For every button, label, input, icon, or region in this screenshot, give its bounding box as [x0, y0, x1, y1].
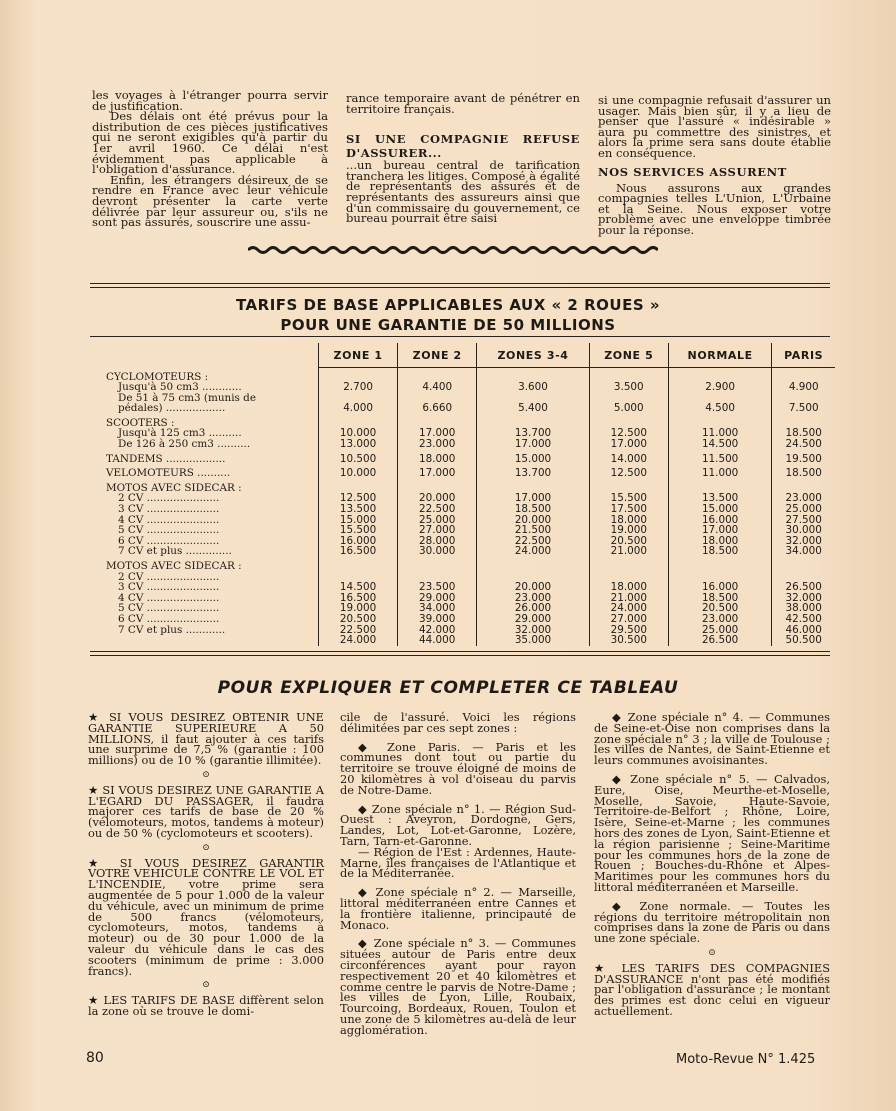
table-cell: 16.500	[319, 593, 398, 604]
zone-paragraph: — Région de l'Est : Ardennes, Haute-Marne, îles françaises de l'Atlantique et de la Méditerranée.	[340, 844, 576, 881]
table-cell: 18.500	[477, 504, 589, 515]
table-cell	[589, 414, 668, 429]
row-label: MOTOS AVEC SIDECAR :	[106, 481, 242, 494]
explanation-column-1	[88, 712, 324, 1017]
subheading: SI UNE COMPAGNIE REFUSE D'ASSURER...	[346, 132, 580, 161]
table-cell: 12.500	[589, 428, 668, 439]
table-cell: 3.600	[477, 382, 589, 393]
rule-top-2	[90, 287, 830, 288]
paragraph: ...un bureau central de tarification tranchera les litiges. Composé à égalité de représentants des assurés et de représentants des assureurs ainsi que d'un commissaire du gouvernement, ce bureau pourrait être saisi	[346, 158, 580, 226]
table-row	[100, 368, 835, 383]
table-cell: 4.500	[668, 403, 772, 414]
note: ★ SI VOUS DESIREZ UNE GARANTIE A L'EGARD DU PASSAGER, il faudra majorer ces tarifs de base de 20 % (vélomoteurs, motos, tandems à moteur) ou de 50 % (cyclomoteurs et scooters).	[88, 782, 324, 840]
row-label: 3 CV ......................	[118, 581, 220, 594]
row-label: 7 CV et plus ..............	[118, 545, 232, 558]
table-cell: 21.500	[477, 525, 589, 536]
magazine-issue: Moto-Revue N° 1.425	[676, 1052, 816, 1067]
table-cell: 26.000	[477, 603, 589, 614]
table-cell: 29.500	[589, 625, 668, 636]
table-row	[100, 557, 835, 572]
table-cell: 35.000	[477, 635, 589, 646]
table-cell: 12.500	[589, 464, 668, 479]
row-label: pédales) ..................	[118, 402, 226, 415]
table-cell: 27.000	[398, 525, 477, 536]
table-cell: 11.500	[668, 450, 772, 465]
note: ★ SI VOUS DESIREZ GARANTIR VOTRE VEHICULE CONTRE LE VOL ET L'INCENDIE, votre prime sera augmentée de 5 pour 1.000 de la valeur du véhicule, avec un minimum de prime de 500 francs (vélomoteurs, cyclomoteurs, motos, tandems à moteur) ou de 30 pour 1.000 de la valeur du véhicule dans le cas des scooters (minimum de prime : 3.000 francs).	[88, 855, 324, 978]
table-cell: 32.000	[772, 593, 835, 604]
table-cell: 4.400	[398, 382, 477, 393]
table-cell: 14.500	[319, 582, 398, 593]
table-cell: 18.500	[772, 428, 835, 439]
paragraph: Des délais ont été prévus pour la distribution de ces pièces justificatives qui ne seront exigibles qu'à partir du 1er avril 1960. Ce délai n'est évidemment pas applicable à l'obligation d'assurance.	[92, 109, 328, 177]
rule-table-bottom	[90, 651, 830, 652]
table-cell: 18.500	[668, 593, 772, 604]
row-label: MOTOS AVEC SIDECAR :	[106, 560, 242, 572]
table-cell: 24.000	[477, 546, 589, 557]
table-cell: 17.000	[589, 439, 668, 450]
row-label: 2 CV ......................	[118, 492, 220, 505]
table-cell	[398, 414, 477, 429]
table-row	[100, 450, 835, 465]
table-cell: 13.700	[477, 464, 589, 479]
column-header: ZONES 3-4	[477, 343, 589, 368]
table-cell: 44.000	[398, 635, 477, 646]
table-cell: 22.500	[477, 536, 589, 547]
column-header: ZONE 5	[589, 343, 668, 368]
table-row	[100, 546, 835, 557]
wavy-divider	[248, 245, 658, 255]
table-cell	[589, 368, 668, 383]
table-title: TARIFS DE BASE APPLICABLES AUX « 2 ROUES »	[235, 296, 661, 314]
table-cell	[668, 479, 772, 494]
table-cell: 17.000	[477, 493, 589, 504]
separator-circle-icon: ⊙	[202, 842, 210, 853]
table-cell: 17.000	[477, 439, 589, 450]
table-cell: 12.500	[319, 493, 398, 504]
table-cell: 13.500	[668, 493, 772, 504]
table-cell: 10.000	[319, 428, 398, 439]
table-cell	[319, 557, 398, 572]
table-cell: 11.000	[668, 428, 772, 439]
table-cell: 14.000	[589, 450, 668, 465]
column-header: PARIS	[772, 343, 835, 368]
table-cell: 16.000	[668, 582, 772, 593]
table-cell: 22.500	[398, 504, 477, 515]
table-cell: 10.000	[319, 464, 398, 479]
table-cell	[477, 414, 589, 429]
row-label: 4 CV ......................	[118, 513, 220, 526]
note: ★ SI VOUS DESIREZ OBTENIR UNE GARANTIE SUPERIEURE A 50 MILLIONS, il faut ajouter à ces tarifs une surprime de 7,5 % (garantie : 100 millions) ou de 10 % (garantie illimitée).	[88, 710, 324, 768]
table-cell	[319, 414, 398, 429]
table-cell: 16.000	[668, 515, 772, 526]
table-cell: 32.000	[477, 625, 589, 636]
table-cell: 21.000	[589, 546, 668, 557]
table-cell	[398, 368, 477, 383]
zone-paragraph: ◆ Zone Paris. — Paris et les communes dont tout ou partie du territoire se trouve éloigné de moins de 20 kilomètres à vol d'oiseau du parvis de Notre-Dame.	[340, 739, 576, 797]
table-cell: 17.000	[398, 428, 477, 439]
table-cell: 26.500	[772, 582, 835, 593]
table-cell: 13.500	[319, 504, 398, 515]
row-label: Jusqu'à 125 cm3 ..........	[118, 427, 242, 440]
column-header: ZONE 1	[319, 343, 398, 368]
table-cell: 30.500	[589, 635, 668, 646]
table-cell: 25.000	[398, 515, 477, 526]
table-cell: 23.000	[398, 439, 477, 450]
table-cell: 18.000	[589, 582, 668, 593]
explanation-column-2	[340, 712, 576, 1036]
section-title: POUR EXPLIQUER ET COMPLETER CE TABLEAU	[217, 678, 679, 698]
table-row	[100, 614, 835, 625]
table-cell	[668, 368, 772, 383]
table-cell	[668, 414, 772, 429]
row-label: TANDEMS ..................	[106, 452, 226, 465]
article-column-1	[92, 90, 328, 228]
zone-paragraph: ◆ Zone spéciale n° 1. — Région Sud-Ouest : Aveyron, Dordogne, Gers, Landes, Lot, Lot-et-Garonne, Lozère, Tarn, Tarn-et-Garonne.	[340, 801, 576, 848]
row-label: 6 CV ......................	[118, 612, 220, 625]
table-cell: 15.000	[668, 504, 772, 515]
rule-table-bottom-2	[90, 655, 830, 656]
table-cell: 2.700	[319, 382, 398, 393]
table-cell: 20.500	[589, 536, 668, 547]
table-row	[100, 464, 835, 479]
table-cell: 24.000	[319, 635, 398, 646]
zone-paragraph: ◆ Zone spéciale n° 2. — Marseille, littoral méditerranéen entre Cannes et la frontière italienne, principauté de Monaco.	[340, 885, 576, 932]
zone-paragraph: ◆ Zone spéciale n° 4. — Communes de Seine-et-Oise non comprises dans la zone spéciale n° 3 ; la ville de Toulouse ; les villes de Nantes, de Saint-Etienne et leurs communes avoisinantes.	[594, 710, 830, 768]
table-cell: 4.000	[319, 403, 398, 414]
table-cell: 32.000	[772, 536, 835, 547]
table-cell: 17.000	[398, 464, 477, 479]
table-cell: 46.000	[772, 625, 835, 636]
table-cell: 17.000	[668, 525, 772, 536]
row-label: 5 CV ......................	[118, 524, 220, 537]
table-cell: 16.000	[319, 536, 398, 547]
table-cell: 28.000	[398, 536, 477, 547]
rule-table-top	[90, 336, 830, 337]
table-row	[100, 479, 835, 494]
table-cell: 15.500	[589, 493, 668, 504]
column-header: ZONE 2	[398, 343, 477, 368]
table-cell: 24.500	[772, 439, 835, 450]
table-cell: 26.500	[668, 635, 772, 646]
table-cell: 30.000	[398, 546, 477, 557]
table-header-row	[100, 343, 835, 368]
table-cell: 4.900	[772, 382, 835, 393]
table-cell: 42.500	[772, 614, 835, 625]
table-row	[100, 403, 835, 414]
table-cell: 23.000	[668, 614, 772, 625]
table-cell	[319, 479, 398, 494]
table-cell: 15.000	[319, 515, 398, 526]
table-cell	[477, 368, 589, 383]
row-label: VELOMOTEURS ..........	[106, 467, 231, 480]
table-cell: 25.000	[772, 504, 835, 515]
table-cell: 15.500	[319, 525, 398, 536]
table-cell: 23.000	[772, 493, 835, 504]
table-cell: 25.000	[668, 625, 772, 636]
table-cell: 18.500	[668, 546, 772, 557]
table-cell: 30.000	[772, 525, 835, 536]
table-cell: 5.400	[477, 403, 589, 414]
table-cell: 23.000	[477, 593, 589, 604]
row-label: 7 CV et plus ............	[118, 623, 226, 636]
table-cell: 21.000	[589, 593, 668, 604]
table-cell: 39.000	[398, 614, 477, 625]
table-row	[100, 439, 835, 450]
row-label: 2 CV ......................	[118, 570, 220, 583]
article-column-3	[598, 95, 831, 236]
paragraph: cile de l'assuré. Voici les régions délimitées par ces sept zones :	[340, 710, 576, 735]
paragraph: si une compagnie refusait d'assurer un usager. Mais bien sûr, il y a lieu de penser que l'assuré « indésirable » aura pu commettre des sinistres, et alors la prime sera sans doute établie en conséquence.	[598, 93, 831, 160]
paragraph: rance temporaire avant de pénétrer en territoire français.	[346, 91, 580, 116]
table-cell: 7.500	[772, 403, 835, 414]
separator-circle-icon: ⊙	[202, 980, 210, 991]
table-cell: 20.000	[477, 582, 589, 593]
separator-circle-icon: ⊙	[202, 769, 210, 780]
table-cell: 20.000	[477, 515, 589, 526]
table-cell: 19.000	[319, 603, 398, 614]
table-cell	[398, 479, 477, 494]
row-label: De 126 à 250 cm3 ..........	[118, 438, 251, 451]
note: ★ LES TARIFS DE BASE diffèrent selon la zone où se trouve le domi-	[88, 993, 324, 1018]
table-cell: 18.000	[668, 536, 772, 547]
table-cell	[398, 557, 477, 572]
table-cell	[772, 479, 835, 494]
table-cell: 19.000	[589, 525, 668, 536]
table-cell	[772, 557, 835, 572]
table-cell	[477, 557, 589, 572]
table-cell	[589, 479, 668, 494]
table-cell: 29.000	[398, 593, 477, 604]
table-cell: 42.000	[398, 625, 477, 636]
paragraph: Enfin, les étrangers désireux de se rendre en France avec leur véhicule devront présenter la carte verte délivrée par leur assureur ou, s'ils ne sont pas assurés, souscrire une assu-	[92, 172, 328, 230]
table-cell: 34.000	[772, 546, 835, 557]
table-cell: 18.000	[589, 515, 668, 526]
table-cell	[668, 557, 772, 572]
subheading: NOS SERVICES ASSURENT	[598, 164, 787, 179]
table-cell: 27.500	[772, 515, 835, 526]
row-label: 3 CV ......................	[118, 503, 220, 516]
table-cell: 22.500	[319, 625, 398, 636]
row-label: Jusqu'à 50 cm3 ............	[118, 381, 242, 394]
tariff-table	[100, 343, 835, 646]
row-label: SCOOTERS :	[106, 416, 175, 429]
row-label: 5 CV ......................	[118, 602, 220, 615]
table-cell: 23.500	[398, 582, 477, 593]
header-blank	[100, 343, 319, 368]
table-cell: 2.900	[668, 382, 772, 393]
table-cell: 5.000	[589, 403, 668, 414]
table-row	[100, 635, 835, 646]
table-cell: 16.500	[319, 546, 398, 557]
table-cell: 15.000	[477, 450, 589, 465]
article-column-2	[346, 93, 580, 224]
table-cell: 11.000	[668, 464, 772, 479]
table-cell: 18.000	[398, 450, 477, 465]
table-cell	[589, 557, 668, 572]
zone-paragraph: ◆ Zone normale. — Toutes les régions du territoire métropolitain non comprises dans la zone de Paris ou dans une zone spéciale.	[594, 898, 830, 946]
table-cell: 6.660	[398, 403, 477, 414]
row-label: 6 CV ......................	[118, 534, 220, 547]
column-header: NORMALE	[668, 343, 772, 368]
row-label: 4 CV ......................	[118, 591, 220, 604]
row-label: CYCLOMOTEURS :	[106, 370, 209, 383]
note: ★ LES TARIFS DES COMPAGNIES D'ASSURANCE n'ont pas été modifiés par l'obligation d'assurance ; le montant des primes est donc celui en vigueur actuellement.	[594, 960, 830, 1018]
row-label	[100, 635, 319, 646]
table-cell: 20.000	[398, 493, 477, 504]
explanation-column-3	[594, 712, 830, 1017]
table-cell: 50.500	[772, 635, 835, 646]
table-cell: 18.500	[772, 464, 835, 479]
table-cell: 10.500	[319, 450, 398, 465]
table-cell	[772, 414, 835, 429]
separator-circle-icon: ⊙	[708, 947, 716, 958]
table-cell: 27.000	[589, 614, 668, 625]
table-subtitle: POUR UNE GARANTIE DE 50 MILLIONS	[280, 316, 616, 334]
table-cell: 13.700	[477, 428, 589, 439]
table-cell: 13.000	[319, 439, 398, 450]
table-cell: 17.500	[589, 504, 668, 515]
table-cell: 38.000	[772, 603, 835, 614]
paragraph: les voyages à l'étranger pourra servir de justification.	[92, 88, 328, 113]
table-cell: 3.500	[589, 382, 668, 393]
paragraph: Nous assurons aux grandes compagnies telles L'Union, L'Urbaine et la Seine. Nous exposer votre problème avec une enveloppe timbrée pour la réponse.	[598, 180, 831, 237]
zone-paragraph: ◆ Zone spéciale n° 3. — Communes situées autour de Paris entre deux circonférences ayant pour rayon respectivement 20 et 40 kilomètres et comme centre le parvis de Notre-Dame ; les villes de Lyon, Lille, Roubaix, Tourcoing, Bordeaux, Rouen, Toulon et une zone de 5 kilomètres au-delà de leur agglomération.	[340, 936, 576, 1037]
rule-top	[90, 283, 830, 284]
zone-paragraph: ◆ Zone spéciale n° 5. — Calvados, Eure, Oise, Meurthe-et-Moselle, Moselle, Savoie, Haute-Savoie, Territoire-de-Belfort ; Rhône, Loire, Isère, Seine-et-Marne ; les communes hors des zones de Lyon, Saint-Etienne et la région parisienne ; Seine-Maritime pour les communes hors de la zone de Rouen ; Bouches-du-Rhône et Alpes-Maritimes pour les communes hors du littoral méditerranéen et Marseille.	[594, 771, 830, 894]
table-cell	[477, 479, 589, 494]
table-cell: 29.000	[477, 614, 589, 625]
table-cell: 34.000	[398, 603, 477, 614]
table-cell: 14.500	[668, 439, 772, 450]
row-label: De 51 à 75 cm3 (munis de	[118, 391, 256, 404]
table-cell: 20.500	[319, 614, 398, 625]
table-row	[100, 414, 835, 429]
table-cell: 24.000	[589, 603, 668, 614]
table-cell	[772, 368, 835, 383]
table-cell	[319, 368, 398, 383]
table-cell: 20.500	[668, 603, 772, 614]
page-number: 80	[86, 1050, 104, 1066]
table-cell: 19.500	[772, 450, 835, 465]
